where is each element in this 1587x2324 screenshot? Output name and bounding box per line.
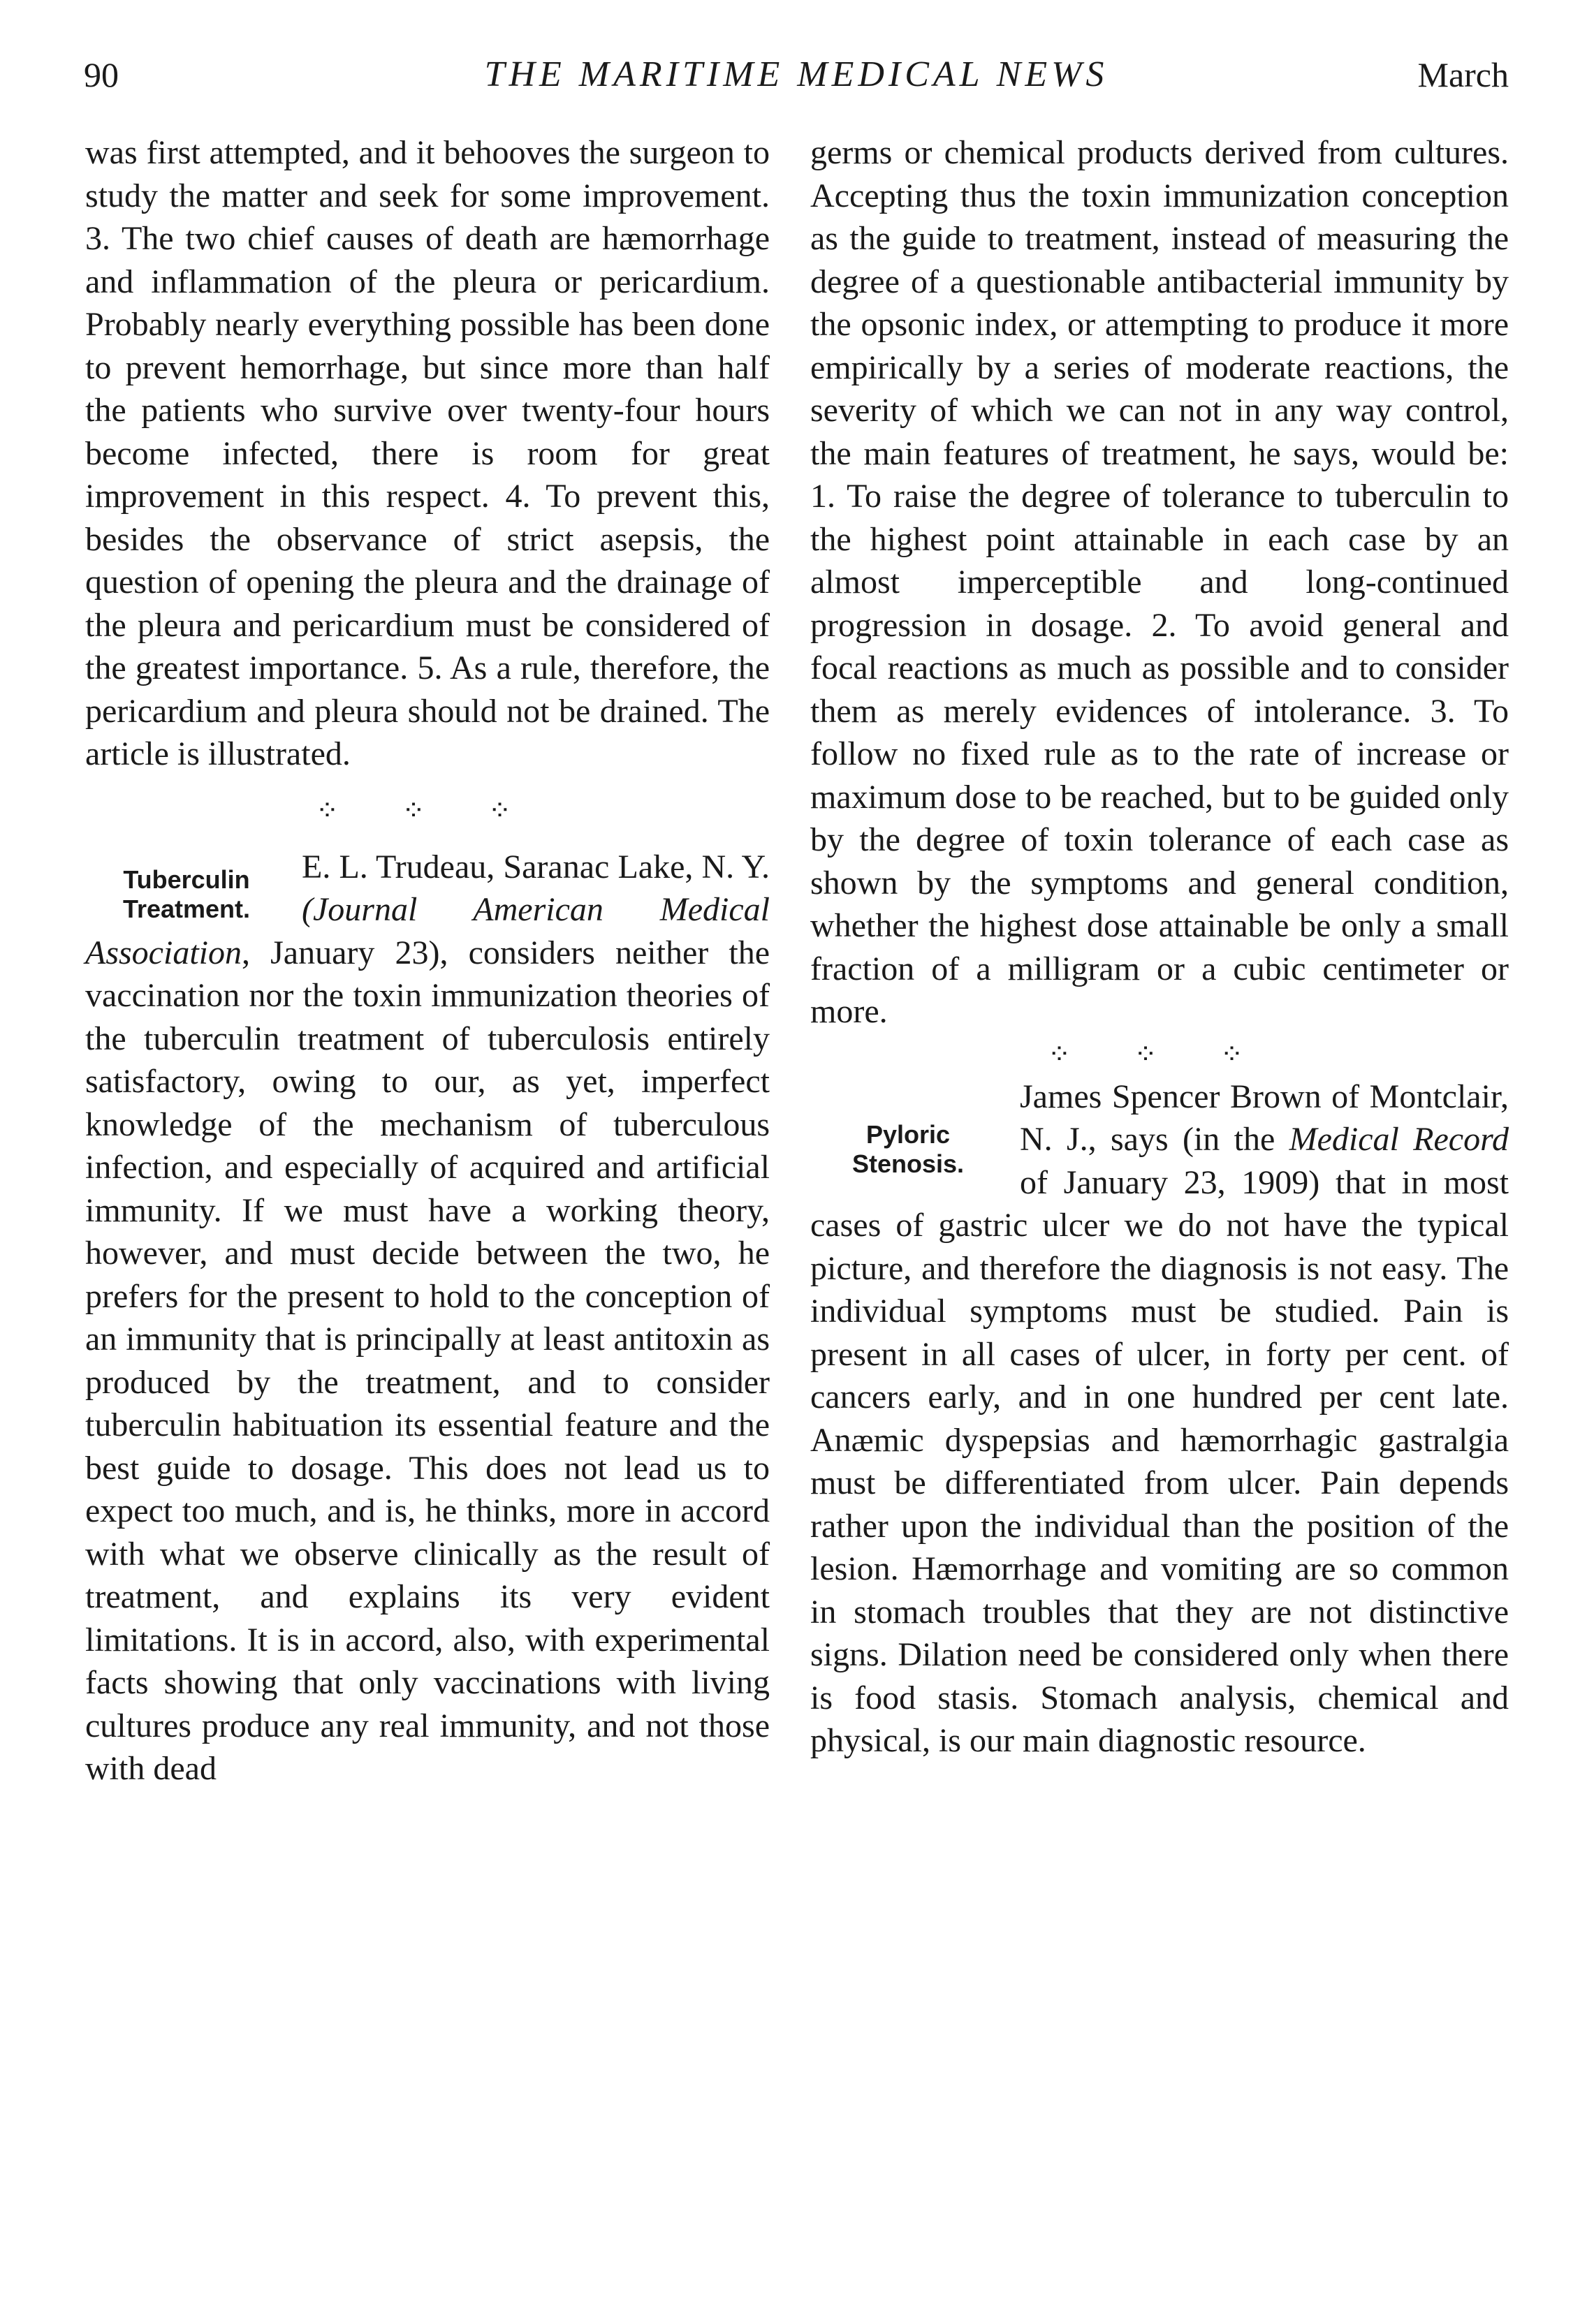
page-header <box>84 50 1509 106</box>
journal-title: THE MARITIME MEDICAL NEWS <box>484 54 1109 94</box>
pyloric-author: James Spencer Brown of Montclair, N. J., says (in the <box>1020 1078 1509 1158</box>
section-heading-tuberculin: Tuberculin Treatment. <box>122 865 251 923</box>
tuberculin-body: , January 23), considers neither the vaccination nor the toxin immunization theories of the tuberculin treatment of tuberculosis entirely satisfactory, owing to our, as yet, imperfect knowledge of the mechanism of tuberculous infection, and especially of acquired and artificial immunity. If we must have a working theory, however, and must decide between the two, he prefers for the present to hold to the conception of an immunity that is principally at least antitoxin as produced by the treatment, and to consider tuberculin habituation its essential feature and the best guide to dosage. This does not lead us to expect too much, and is, he thinks, more in accord with what we observe clinically as the result of treatment, and explains its very evident limitations. It is in accord, also, with experimental facts showing that only vaccinations with living cultures produce any real immunity, and not those with dead <box>85 934 770 1787</box>
tuberculin-article-text <box>85 846 770 1790</box>
tuberculin-continuation-text: germs or chemical products derived from cultures. Accepting thus the toxin immunization conception as the guide to treatment, instead of measuring the degree of a questionable antibacterial immunity by the opsonic index, or attempting to produce it more empirically by a series of moderate reactions, the severity of which we can not in any way control, the main features of treatment, he says, would be: 1. To raise the degree of tolerance to tuberculin to the highest point attainable in each case by an almost imperceptible and long-continued progression in dosage. 2. To avoid general and focal reactions as much as possible and to consider them as merely evidences of intolerance. 3. To follow no fixed rule as to the rate of increase or maximum dose to be reached, but to be guided only by the degree of toxin tolerance of each case as shown by the symptoms and general condition, whether the highest dose attainable be only a small fraction of a milligram or a cubic centimeter or more. <box>810 134 1509 1030</box>
page-number: 90 <box>84 55 119 94</box>
section-divider-ornament: ⁘ ⁘ ⁘ <box>1047 1038 1272 1070</box>
section-divider-ornament: ⁘ ⁘ ⁘ <box>315 794 540 826</box>
tuberculin-source: (Journal American Medical Association <box>85 891 770 971</box>
tuberculin-author: E. L. Trudeau, Saranac Lake, N. Y. <box>302 848 770 885</box>
issue-month: March <box>1417 55 1509 94</box>
left-column <box>85 131 770 1790</box>
pyloric-body: of January 23, 1909) that in most cases of gastric ulcer we do not have the typical picture, and therefore the diagnosis is not easy. The individual symptoms must be studied. Pain is present in all cases of ulcer, in forty per cent. of cancers early, and in one hundred per cent late. Anæmic dyspepsias and hæmorrhagic gastralgia must be differentiated from ulcer. Pain depends rather upon the individual than the position of the lesion. Hæmorrhage and vomiting are so common in stomach troubles that they are not distinctive signs. Dilation need be considered only when there is food stasis. Stomach analysis, chemical and physical, is our main diagnostic resource. <box>810 1163 1509 1759</box>
right-column <box>810 131 1509 1763</box>
article-continuation-text: was first attempted, and it behooves the surgeon to study the matter and seek for some improvement. 3. The two chief causes of death are hæmorrhage and inflammation of the pleura or pericardium. Probably nearly everything possible has been done to prevent hemorrhage, but since more than half the patients who survive over twenty-four hours become infected, there is room for great improvement in this respect. 4. To prevent this, besides the observance of strict asepsis, the question of opening the pleura and the drainage of the pleura and pericardium must be considered of the greatest importance. 5. As a rule, therefore, the pericardium and pleura should not be drained. The article is illustrated. <box>85 134 770 772</box>
pyloric-source: Medical Record <box>1289 1121 1509 1158</box>
section-heading-pyloric: Pyloric Stenosis. <box>851 1119 965 1178</box>
